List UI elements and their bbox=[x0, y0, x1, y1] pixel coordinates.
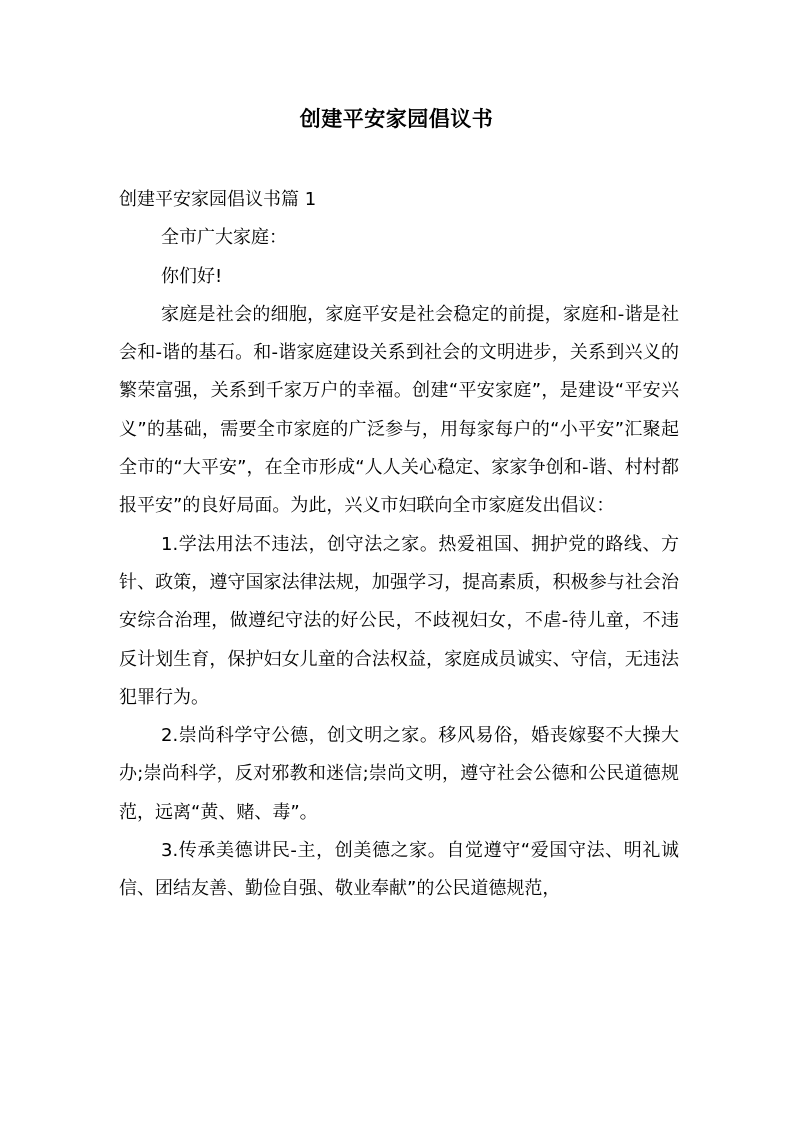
document-body bbox=[119, 181, 679, 909]
document-title: 创建平安家园倡议书 bbox=[299, 107, 494, 131]
paragraph-item-3: 3.传承美德讲民-主，创美德之家。自觉遵守“爱国守法、明礼诚信、团结友善、勤俭自强、敬业奉献”的公民道德规范， bbox=[119, 840, 679, 900]
salutation: 全市广大家庭： bbox=[161, 227, 287, 249]
paragraph-item-1: 1.学法用法不违法，创守法之家。热爱祖国、拥护党的路线、方针、政策，遵守国家法律法规，加强学习，提高素质，积极参与社会治安综合治理，做遵纪守法的好公民，不歧视妇女，不虐-待儿童，不违反计划生育，保护妇女儿童的合法权益，家庭成员诚实、守信，无违法犯罪行为。 bbox=[119, 533, 679, 708]
paragraph-item-2: 2.崇尚科学守公德，创文明之家。移风易俗，婚丧嫁娶不大操大办;崇尚科学，反对邪教和迷信;崇尚文明，遵守社会公德和公民道德规范，远离“黄、赌、毒”。 bbox=[119, 725, 679, 823]
section-heading: 创建平安家园倡议书篇 1 bbox=[119, 189, 317, 210]
greeting: 你们好! bbox=[161, 265, 223, 287]
paragraph-intro: 家庭是社会的细胞，家庭平安是社会稳定的前提，家庭和-谐是社会和-谐的基石。和-谐家庭建设关系到社会的文明进步，关系到兴义的繁荣富强，关系到千家万户的幸福。创建“平安家庭”，是建设“平安兴义”的基础，需要全市家庭的广泛参与，用每家每户的“小平安”汇聚起全市的“大平安”，在全市形成“人人关心稳定、家家争创和-谐、村村都报平安”的良好局面。为此，兴义市妇联向全市家庭发出倡议： bbox=[119, 303, 679, 517]
